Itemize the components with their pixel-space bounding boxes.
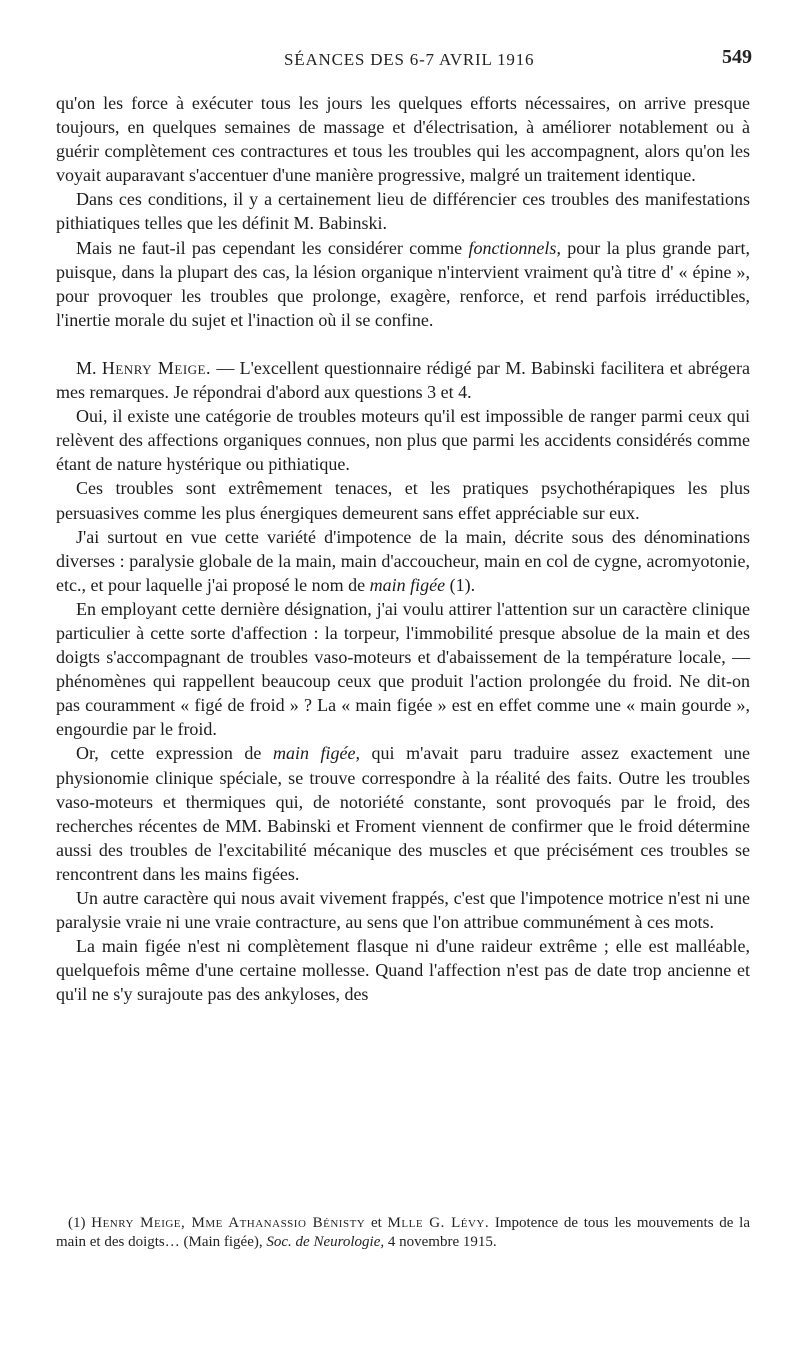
footnote-1 bbox=[56, 1214, 750, 1252]
paragraph-3 bbox=[56, 236, 750, 332]
paragraph-3-text-a: Mais ne faut-il pas cependant les considérer comme bbox=[76, 237, 469, 258]
body-text bbox=[56, 91, 750, 1006]
footnote-text-a: Impotence de tous les mouvements de la main et des doigts… (Main figée), bbox=[56, 1215, 750, 1250]
paragraph-1: qu'on les force à exécuter tous les jours les quelques efforts nécessaires, on arrive presque toujours, en quelques semaines de massage et d'électrisation, à améliorer notablement ou à guérir complètement ces contractures et tous les troubles qui les accompagnent, alors qu'on les voyait auparavant s'accentuer d'une manière progressive, malgré un traitement identique. bbox=[56, 93, 750, 186]
paragraph-9-text-a: Or, cette expression de bbox=[76, 743, 273, 764]
paragraph-7-text-a: J'ai surtout en vue cette variété d'impotence de la main, décrite sous des dénominations diverses : paralysie globale de la main, main d'accoucheur, main en col de cygne, acromyotonie, etc., et pour laquelle j'ai proposé le nom de bbox=[56, 526, 750, 595]
paragraph-11: La main figée n'est ni complètement flasque ni d'une raideur extrême ; elle est malléable, quelquefois même d'une certaine mollesse. Quand l'affection n'est pas de date trop ancienne et qu'il ne s'y surajoute pas des ankyloses, des bbox=[56, 936, 750, 1005]
paragraph-4-text: — L'excellent questionnaire rédigé par M. Babinski facilitera et abrégera mes remarques. Je répondrai d'abord aux questions 3 et 4. bbox=[56, 357, 750, 403]
paragraph-7-emphasis: main figée bbox=[369, 574, 446, 595]
footnote-marker: (1) bbox=[68, 1215, 92, 1231]
speaker-prefix: M. bbox=[76, 357, 102, 378]
running-head: SÉANCES DES 6-7 AVRIL 1916 bbox=[284, 50, 535, 69]
page-header bbox=[0, 46, 800, 76]
paragraph-6: Ces troubles sont extrêmement tenaces, et les pratiques psychothérapiques les plus persuasives comme les plus énergiques demeurent sans effet appréciable sur eux. bbox=[56, 478, 750, 523]
page-number: 549 bbox=[722, 46, 752, 68]
paragraph-8: En employant cette dernière désignation, j'ai voulu attirer l'attention sur un caractère clinique particulier à cette sorte d'affection : la torpeur, l'immobilité presque absolue de la main et des doigts s'accompagnant de troubles vaso-moteurs et d'abaissement de la température locale, — phénomènes qui rappellent beaucoup ceux que produit l'action prolongée du froid. Ne dit-on pas couramment « figé de froid » ? La « main figée » est en effet comme une « main gourde », engourdie par le froid. bbox=[56, 598, 750, 740]
footnote-author-2: Mlle G. Lévy. bbox=[387, 1215, 490, 1231]
footnote-and: et bbox=[365, 1215, 388, 1231]
paragraph-3-text-b: , pour la plus grande part, puisque, dans la plupart des cas, la lésion organique n'intervient vraiment qu'à titre d' « épine », pour provoquer les troubles que prolonge, exagère, renforce, et rend parfois irréductibles, l'inertie morale du sujet et l'inaction où il se confine. bbox=[56, 237, 750, 330]
paragraph-3-emphasis: fonctionnels bbox=[468, 237, 557, 258]
paragraph-9-emphasis: main figée, bbox=[272, 743, 360, 764]
paragraph-2: Dans ces conditions, il y a certainement lieu de différencier ces troubles des manifestations pithiatiques telles que les définit M. Babinski. bbox=[56, 189, 750, 234]
paragraph-7 bbox=[56, 525, 750, 597]
paragraph-7-text-b: (1). bbox=[445, 574, 476, 595]
paragraph-4-speaker bbox=[56, 356, 750, 404]
speaker-name: Henry Meige. bbox=[101, 357, 211, 378]
paragraph-10: Un autre caractère qui nous avait vivement frappés, c'est que l'impotence motrice n'est ni une paralysie vraie ni une vraie contracture, au sens que l'on attribue communément à ces mots. bbox=[56, 888, 750, 933]
section-gap bbox=[56, 332, 750, 356]
footnote-text-b: 4 novembre 1915. bbox=[384, 1234, 497, 1250]
paragraph-9 bbox=[56, 741, 750, 886]
footnote bbox=[56, 1214, 750, 1252]
footnote-authors: Henry Meige, Mme Athanassio Bénisty bbox=[91, 1215, 366, 1231]
paragraph-9-text-b: qui m'avait paru traduire assez exactement une physionomie clinique spéciale, se trouve correspondre à la réalité des faits. Outre les troubles vaso-moteurs et thermiques qui, de notoriété constante, sont provoqués par le froid, des recherches récentes de MM. Babinski et Froment viennent de confirmer que le froid détermine aussi des troubles de l'excitabilité mécanique des muscles et que précisément ces troubles se rencontrent dans les mains figées. bbox=[56, 743, 751, 884]
paragraph-5: Oui, il existe une catégorie de troubles moteurs qu'il est impossible de ranger parmi ceux qui relèvent des affections organiques connues, non plus que parmi les accidents considérés comme étant de nature hystérique ou pithiatique. bbox=[56, 406, 750, 475]
footnote-journal: Soc. de Neurologie, bbox=[266, 1234, 385, 1250]
